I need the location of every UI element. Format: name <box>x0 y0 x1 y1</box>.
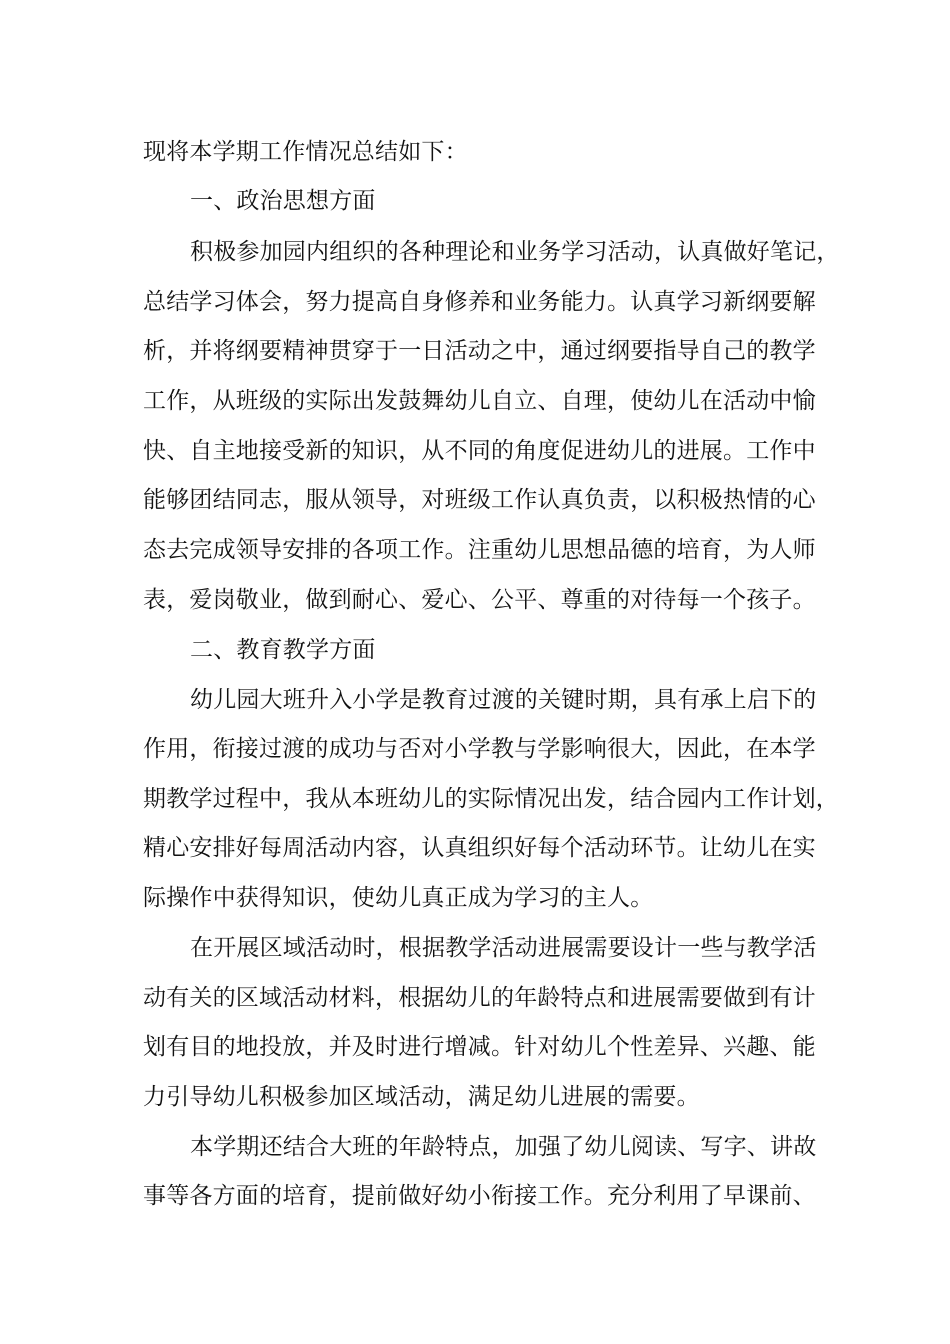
paragraph-line: 力引导幼儿积极参加区域活动，满足幼儿进展的需要。 <box>143 1084 700 1110</box>
paragraph-line: 动有关的区域活动材料，根据幼儿的年龄特点和进展需要做到有计 <box>143 985 816 1011</box>
paragraph-line: 总结学习体会，努力提高自身修养和业务能力。认真学习新纲要解 <box>143 289 816 315</box>
paragraph-line: 划有目的地投放，并及时进行增减。针对幼儿个性差异、兴趣、能 <box>143 1034 816 1060</box>
paragraph-line: 能够团结同志，服从领导，对班级工作认真负责，以积极热情的心 <box>143 487 816 513</box>
paragraph-line: 期教学过程中，我从本班幼儿的实际情况出发，结合园内工作计划， <box>143 786 839 812</box>
paragraph-line: 析，并将纲要精神贯穿于一日活动之中，通过纲要指导自己的教学 <box>143 338 816 364</box>
paragraph-line: 态去完成领导安排的各项工作。注重幼儿思想品德的培育，为人师 <box>143 537 816 563</box>
section-heading-teaching: 二、教育教学方面 <box>190 637 376 663</box>
paragraph-line: 幼儿园大班升入小学是教育过渡的关键时期，具有承上启下的 <box>190 687 817 713</box>
paragraph-line: 在开展区域活动时，根据教学活动进展需要设计一些与教学活 <box>190 935 817 961</box>
paragraph-line: 本学期还结合大班的年龄特点，加强了幼儿阅读、写字、讲故 <box>190 1134 817 1160</box>
paragraph-line: 际操作中获得知识，使幼儿真正成为学习的主人。 <box>143 885 654 911</box>
paragraph-line: 事等各方面的培育，提前做好幼小衔接工作。充分利用了早课前、 <box>143 1183 816 1209</box>
paragraph-line: 作用，衔接过渡的成功与否对小学教与学影响很大，因此，在本学 <box>143 736 816 762</box>
section-heading-politics: 一、政治思想方面 <box>190 188 376 214</box>
paragraph-line: 工作，从班级的实际出发鼓舞幼儿自立、自理，使幼儿在活动中愉 <box>143 388 816 414</box>
paragraph-line: 表，爱岗敬业，做到耐心、爱心、公平、尊重的对待每一个孩子。 <box>143 587 816 613</box>
paragraph-line: 积极参加园内组织的各种理论和业务学习活动，认真做好笔记， <box>190 239 840 265</box>
paragraph-line: 精心安排好每周活动内容，认真组织好每个活动环节。让幼儿在实 <box>143 835 816 861</box>
paragraph-line: 快、自主地接受新的知识，从不同的角度促进幼儿的进展。工作中 <box>143 438 816 464</box>
intro-line: 现将本学期工作情况总结如下： <box>143 139 468 165</box>
